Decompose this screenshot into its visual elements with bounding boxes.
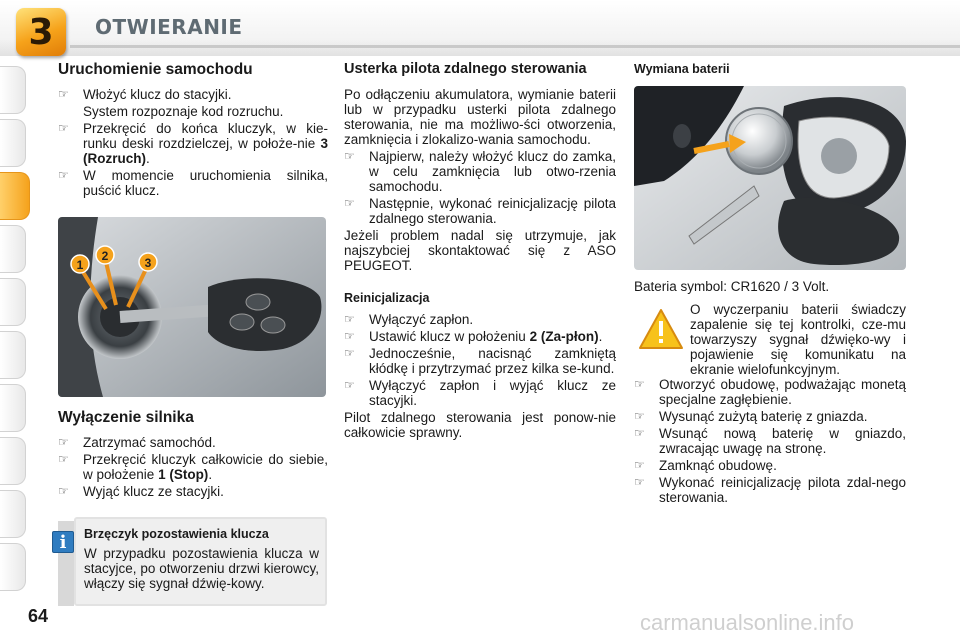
watermark: carmanualsonline.info bbox=[640, 610, 855, 635]
list-item: ☞ Wyłączyć zapłon i wyjąć klucz ze stacyjki. bbox=[344, 378, 616, 408]
list-item: ☞ Przekręcić do końca kluczyk, w kie-runku deski rozdzielczej, w położe-nie 3 (Rozruch). bbox=[58, 121, 328, 166]
pointing-hand-icon: ☞ bbox=[58, 435, 69, 449]
header-rule bbox=[70, 45, 960, 48]
paragraph: Jeżeli problem nadal się utrzymuje, jak najszybciej skontaktować się z ASO PEUGEOT. bbox=[344, 228, 616, 273]
pointing-hand-icon: ☞ bbox=[344, 149, 355, 163]
position-label-2: 2 bbox=[101, 249, 109, 263]
pointing-hand-icon: ☞ bbox=[344, 378, 355, 392]
chapter-badge: 3 bbox=[16, 8, 66, 56]
list-item: ☞ Otworzyć obudowę, podważając monetą specjalne zagłębienie. bbox=[634, 377, 906, 407]
list-item: ☞ Zamknąć obudowę. bbox=[634, 458, 777, 473]
page-number: 64 bbox=[28, 606, 49, 626]
list-item: ☞ Wyłączyć zapłon. bbox=[344, 312, 474, 327]
info-box-key-buzzer bbox=[74, 517, 327, 606]
chapter-title: OTWIERANIE bbox=[95, 15, 243, 39]
chapter-tab-10[interactable] bbox=[0, 543, 26, 591]
chapter-tab-4[interactable] bbox=[0, 225, 26, 273]
battery-symbol-text: Bateria symbol: CR1620 / 3 Volt. bbox=[634, 279, 830, 294]
position-label-3: 3 bbox=[144, 256, 152, 270]
list-item: ☞ Wysunąć zużytą baterię z gniazda. bbox=[634, 409, 868, 424]
pointing-hand-icon: ☞ bbox=[634, 426, 645, 440]
list-item: ☞ Wsunąć nową baterię w gniazdo, zwracając uwagę na stronę. bbox=[634, 426, 906, 456]
list-item: ☞ Wykonać reinicjalizację pilota zdal-nego sterowania. bbox=[634, 475, 906, 505]
battery-steps bbox=[634, 377, 906, 507]
chapter-tab-7[interactable] bbox=[0, 384, 26, 432]
pointing-hand-icon: ☞ bbox=[58, 87, 69, 101]
pointing-hand-icon: ☞ bbox=[58, 121, 69, 135]
section-reinit bbox=[344, 291, 616, 442]
section-title: Reinicjalizacja bbox=[344, 291, 430, 305]
pointing-hand-icon: ☞ bbox=[634, 409, 645, 423]
section-engine-start bbox=[58, 62, 328, 200]
list-item: ☞ W momencie uruchomienia silnika, puścić klucz. bbox=[58, 168, 328, 198]
pointing-hand-icon: ☞ bbox=[634, 377, 645, 391]
section-battery bbox=[634, 62, 906, 83]
pointing-hand-icon: ☞ bbox=[344, 196, 355, 210]
paragraph: Pilot zdalnego sterowania jest ponow-nie całkowicie sprawny. bbox=[344, 410, 616, 440]
section-engine-stop bbox=[58, 410, 328, 501]
pointing-hand-icon: ☞ bbox=[634, 475, 645, 489]
list-item: ☞ Następnie, wykonać reinicjalizację pilota zdalnego sterowania. bbox=[344, 196, 616, 226]
battery-info bbox=[634, 279, 906, 296]
warning-text: O wyczerpaniu baterii świadczy zapalenie się tej kontrolki, cze-mu towarzyszy sygnał dźwięko-wy i pojawienie się komunikatu na ekranie wielofunkcyjnym. bbox=[690, 302, 906, 377]
list-item-note: System rozpoznaje kod rozruchu. bbox=[83, 104, 284, 119]
pointing-hand-icon: ☞ bbox=[344, 312, 355, 326]
info-box-text: W przypadku pozostawienia klucza w stacyjce, po otworzeniu drzwi kierowcy, włączy się sygnał dźwię-kowy. bbox=[84, 546, 319, 591]
chapter-tab-6[interactable] bbox=[0, 331, 26, 379]
chapter-tab-8[interactable] bbox=[0, 437, 26, 485]
pointing-hand-icon: ☞ bbox=[344, 329, 355, 343]
list-item: ☞ Włożyć klucz do stacyjki. bbox=[58, 87, 232, 102]
paragraph: Po odłączeniu akumulatora, wymianie baterii lub w przypadku usterki pilota zdalnego sterowania, nie ma możliwo-ści otworzenia, zamknięcia i zlokalizo-wania samochodu. bbox=[344, 87, 616, 147]
pointing-hand-icon: ☞ bbox=[58, 484, 69, 498]
list-item: ☞ Najpierw, należy włożyć klucz do zamka, w celu zamknięcia lub otwo-rzenia samochodu. bbox=[344, 149, 616, 194]
pointing-hand-icon: ☞ bbox=[58, 452, 69, 466]
section-title: Uruchomienie samochodu bbox=[58, 61, 253, 78]
list-item: ☞ Zatrzymać samochód. bbox=[58, 435, 216, 450]
battery-replacement-photo bbox=[634, 86, 906, 270]
pointing-hand-icon: ☞ bbox=[344, 346, 355, 360]
chapter-tab-1[interactable] bbox=[0, 66, 26, 114]
warning-triangle-icon bbox=[638, 308, 684, 350]
section-title: Usterka pilota zdalnego sterowania bbox=[344, 61, 587, 77]
chapter-tab-5[interactable] bbox=[0, 278, 26, 326]
chapter-tabs bbox=[0, 66, 34, 596]
info-icon: i bbox=[52, 531, 74, 553]
chapter-tab-9[interactable] bbox=[0, 490, 26, 538]
pointing-hand-icon: ☞ bbox=[634, 458, 645, 472]
chapter-tab-3-active[interactable] bbox=[0, 172, 30, 220]
battery-replacement-illustration bbox=[634, 86, 906, 270]
section-title: Wyłączenie silnika bbox=[58, 409, 194, 426]
list-item: ☞ Wyjąć klucz ze stacyjki. bbox=[58, 484, 224, 499]
section-title: Wymiana baterii bbox=[634, 62, 730, 76]
ignition-key-illustration bbox=[58, 217, 326, 397]
list-item: ☞ Przekręcić kluczyk całkowicie do siebie, w położenie 1 (Stop). bbox=[58, 452, 328, 482]
info-box-title: Brzęczyk pozostawienia klucza bbox=[84, 527, 269, 541]
pointing-hand-icon: ☞ bbox=[58, 168, 69, 182]
ignition-key-photo bbox=[58, 217, 326, 397]
battery-warning bbox=[690, 302, 906, 379]
chapter-tab-2[interactable] bbox=[0, 119, 26, 167]
list-item: ☞ Ustawić klucz w położeniu 2 (Za-płon). bbox=[344, 329, 603, 344]
list-item: ☞ Jednocześnie, nacisnąć zamkniętą kłódkę i przytrzymać przez kilka se-kund. bbox=[344, 346, 616, 376]
section-remote-fault bbox=[344, 62, 616, 275]
position-label-1: 1 bbox=[76, 258, 84, 272]
